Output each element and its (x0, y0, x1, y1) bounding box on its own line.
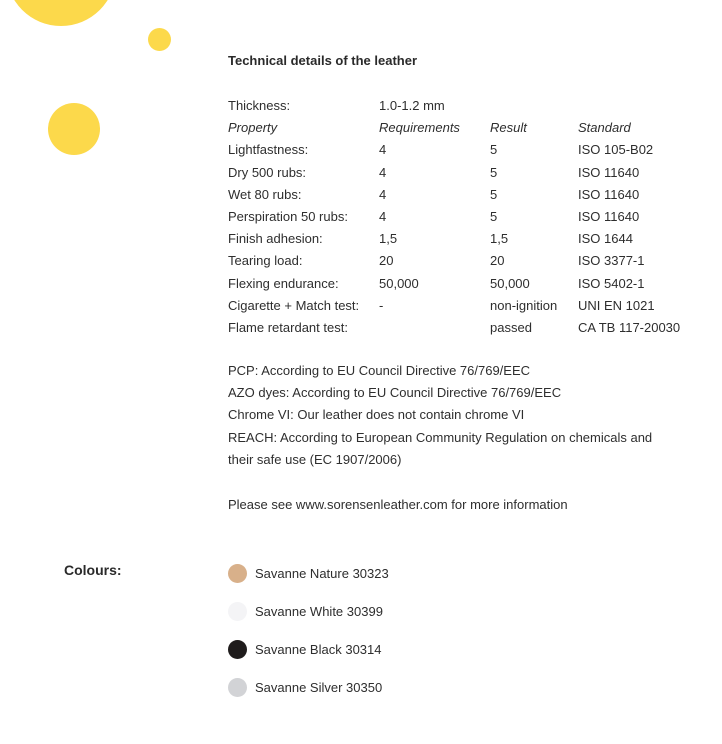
compliance-notes (228, 360, 652, 471)
standard-cell: ISO 1644 (578, 231, 633, 247)
decorative-circle-small (148, 28, 171, 51)
colour-swatch (228, 640, 247, 659)
table-row (228, 295, 698, 317)
note-line: AZO dyes: According to EU Council Directive 76/769/EEC (228, 385, 562, 401)
property-cell: Dry 500 rubs: (228, 164, 307, 180)
property-cell: Finish adhesion: (228, 231, 323, 247)
colour-swatch (228, 678, 247, 697)
result-cell: 20 (490, 253, 505, 269)
result-cell: non-ignition (490, 297, 558, 313)
colour-item (228, 601, 389, 622)
standard-cell: UNI EN 1021 (578, 297, 655, 313)
technical-specs-table (228, 95, 698, 339)
standard-cell: ISO 11640 (578, 186, 640, 202)
table-row (228, 273, 698, 295)
thickness-value: 1.0-1.2 mm (379, 98, 445, 113)
result-cell: 50,000 (490, 275, 530, 291)
decorative-circle-medium (48, 103, 100, 155)
requirement-cell (379, 317, 490, 339)
requirement-cell: 20 (379, 253, 394, 269)
requirement-cell: 4 (379, 208, 387, 224)
property-cell: Flexing endurance: (228, 275, 339, 291)
property-cell: Cigarette + Match test: (228, 297, 360, 313)
table-row (228, 162, 698, 184)
property-cell: Wet 80 rubs: (228, 186, 302, 202)
table-row (228, 206, 698, 228)
colour-name: Savanne Black 30314 (255, 642, 382, 657)
standard-cell: ISO 11640 (578, 164, 640, 180)
note-line: PCP: According to EU Council Directive 76/769/EEC (228, 363, 531, 378)
header-property: Property (228, 120, 278, 136)
header-result: Result (490, 120, 527, 136)
property-cell: Lightfastness: (228, 142, 309, 158)
technical-details-title: Technical details of the leather (228, 53, 418, 68)
header-requirements: Requirements (379, 120, 460, 136)
colour-item (228, 677, 389, 698)
standard-cell: ISO 11640 (578, 208, 640, 224)
more-information-text: Please see www.sorensenleather.com for more information (228, 497, 568, 512)
requirement-cell: 1,5 (379, 231, 398, 247)
result-cell: 1,5 (490, 231, 509, 247)
standard-cell: ISO 5402-1 (578, 275, 645, 291)
table-row (228, 317, 698, 339)
colour-swatch (228, 564, 247, 583)
thickness-row (228, 95, 698, 117)
colour-item (228, 639, 389, 660)
property-cell: Tearing load: (228, 253, 303, 269)
requirement-cell: - (379, 297, 384, 313)
requirement-cell: 50,000 (379, 275, 419, 291)
colour-name: Savanne Nature 30323 (255, 566, 389, 581)
property-cell: Perspiration 50 rubs: (228, 208, 348, 224)
note-line: Chrome VI: Our leather does not contain chrome VI (228, 407, 525, 423)
table-row (228, 250, 698, 272)
thickness-label: Thickness: (228, 98, 291, 113)
standard-cell: ISO 3377-1 (578, 253, 645, 269)
requirement-cell: 4 (379, 186, 387, 202)
colour-name: Savanne Silver 30350 (255, 680, 383, 695)
standard-cell: ISO 105-B02 (578, 142, 654, 158)
decorative-circle-large (6, 0, 116, 26)
note-line: their safe use (EC 1907/2006) (228, 451, 402, 467)
result-cell: 5 (490, 142, 498, 158)
table-header-row (228, 117, 698, 139)
result-cell: 5 (490, 208, 498, 224)
colour-swatch (228, 602, 247, 621)
requirement-cell: 4 (379, 142, 387, 158)
requirement-cell: 4 (379, 164, 387, 180)
note-line: REACH: According to European Community Regulation on chemicals and (228, 429, 653, 445)
property-cell: Flame retardant test: (228, 319, 348, 335)
table-row (228, 184, 698, 206)
table-row (228, 228, 698, 250)
colours-heading: Colours: (64, 562, 122, 578)
result-cell: 5 (490, 186, 498, 202)
colour-item (228, 563, 389, 584)
table-row (228, 139, 698, 161)
standard-cell: CA TB 117-20030 (578, 319, 681, 335)
colour-swatch-list (228, 563, 389, 715)
result-cell: passed (490, 319, 532, 335)
header-standard: Standard (578, 120, 631, 136)
colour-name: Savanne White 30399 (255, 604, 383, 619)
result-cell: 5 (490, 164, 498, 180)
